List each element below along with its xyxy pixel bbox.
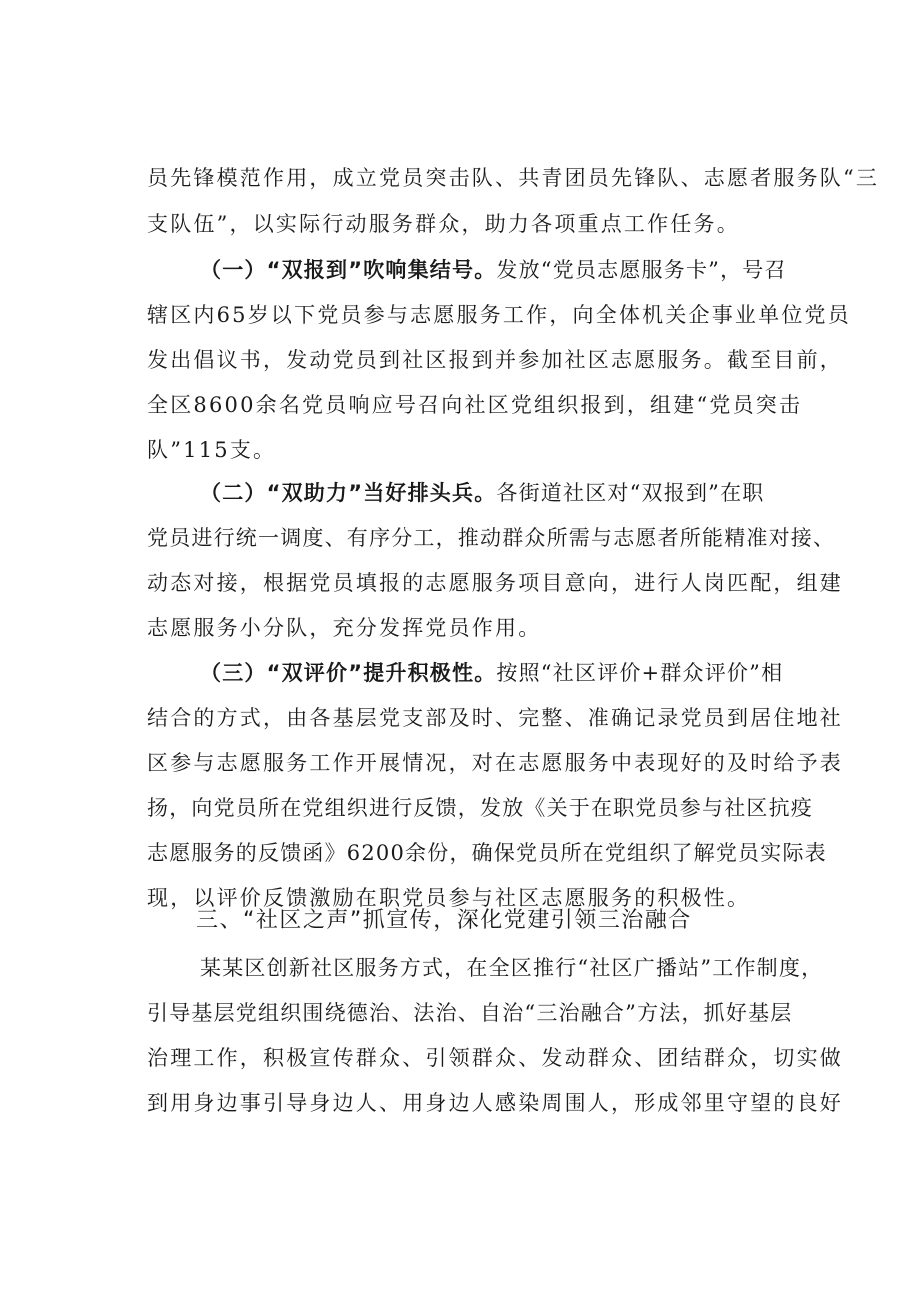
body-text-line: 支队伍”，以实际行动服务群众，助力各项重点工作任务。 bbox=[147, 212, 740, 236]
body-text-line: 治理工作，积极宣传群众、引领群众、发动群众、团结群众，切实做 bbox=[147, 1046, 843, 1070]
subsection-first-line bbox=[200, 478, 764, 508]
body-text-line: 动态对接，根据党员填报的志愿服务项目意向，进行人岗匹配，组建 bbox=[147, 571, 843, 595]
body-text-line: 党员进行统一调度、有序分工，推动群众所需与志愿者所能精准对接、 bbox=[147, 526, 836, 550]
body-text-line: 某某区创新社区服务方式，在全区推行“社区广播站”工作制度， bbox=[200, 956, 824, 980]
body-text-line: 现，以评价反馈激励在职党员参与社区志愿服务的积极性。 bbox=[147, 886, 751, 910]
body-text-line: 扬，向党员所在党组织进行反馈，发放《关于在职党员参与社区抗疫 bbox=[147, 796, 813, 820]
body-text-line: 队”115支。 bbox=[147, 438, 277, 462]
body-text-line: 员先锋模范作用，成立党员突击队、共青团员先锋队、志愿者服务队“三 bbox=[147, 166, 880, 190]
subsection-title: （三）“双评价”提升积极性。 bbox=[200, 661, 497, 685]
body-text-line: 结合的方式，由各基层党支部及时、完整、准确记录党员到居住地社 bbox=[147, 706, 843, 730]
subsection-first-line bbox=[200, 658, 783, 688]
section-heading: 三、“社区之声”抓宣传，深化党建引领三治融合 bbox=[196, 908, 692, 933]
body-text: 各街道社区对“双报到”在职 bbox=[496, 481, 765, 505]
body-text: 发放“党员志愿服务卡”，号召 bbox=[496, 258, 787, 282]
body-text: 按照“社区评价+群众评价”相 bbox=[496, 661, 784, 685]
body-text-line: 到用身边事引导身边人、用身边人感染周围人，形成邻里守望的良好 bbox=[147, 1091, 843, 1115]
body-text-line: 志愿服务小分队，充分发挥党员作用。 bbox=[147, 616, 542, 640]
body-text-line: 引导基层党组织围绕德治、法治、自治“三治融合”方法，抓好基层 bbox=[147, 1001, 793, 1025]
body-text-line: 发出倡议书，发动党员到社区报到并参加社区志愿服务。截至目前， bbox=[147, 348, 843, 372]
body-text-line: 辖区内65岁以下党员参与志愿服务工作，向全体机关企事业单位党员 bbox=[147, 303, 851, 327]
subsection-title: （一）“双报到”吹响集结号。 bbox=[200, 258, 497, 282]
body-text-line: 区参与志愿服务工作开展情况，对在志愿服务中表现好的及时给予表 bbox=[147, 751, 843, 775]
subsection-first-line bbox=[200, 255, 787, 285]
body-text-line: 全区8600余名党员响应号召向社区党组织报到，组建“党员突击 bbox=[147, 393, 803, 417]
body-text-line: 志愿服务的反馈函》6200余份，确保党员所在党组织了解党员实际表 bbox=[147, 841, 827, 865]
subsection-title: （二）“双助力”当好排头兵。 bbox=[200, 481, 497, 505]
